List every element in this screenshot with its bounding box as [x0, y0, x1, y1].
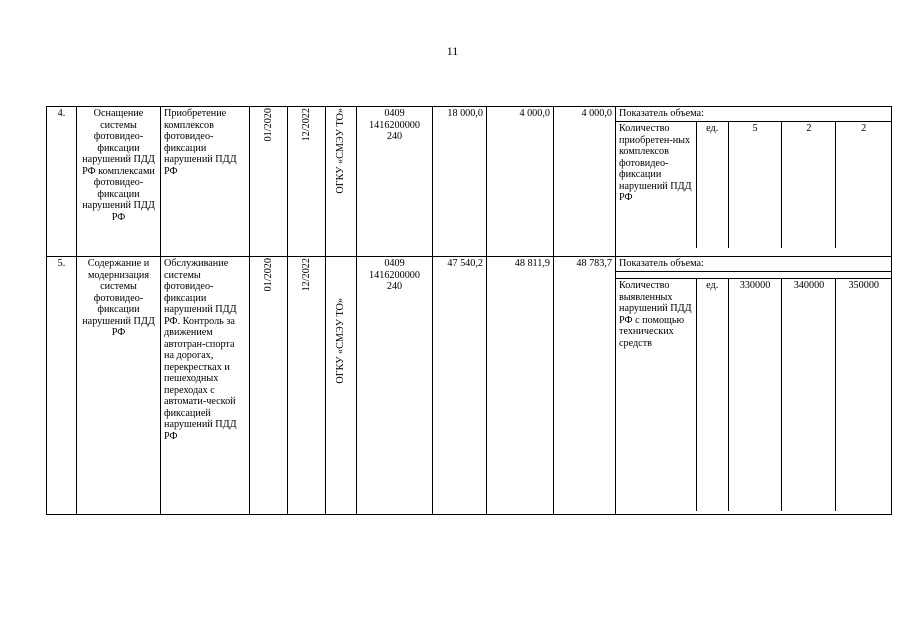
indicator-table [616, 279, 891, 511]
indicator-value-3: 350000 [836, 279, 891, 511]
budget-article: 1416200000 [369, 269, 420, 281]
budget-code [357, 257, 433, 515]
executor-cell [326, 107, 357, 257]
indicator-name: Количество выявленных нарушений ПДД РФ с помощью технических средств [619, 280, 692, 349]
end-date-cell [288, 257, 326, 515]
row-number: 4. [47, 107, 77, 257]
program-table [46, 106, 892, 515]
start-date-cell [250, 107, 288, 257]
activity-name: Обслуживание системы фотовидео-фиксации нарушений ПДД РФ. Контроль за движением автотран-спорта на дорогах, перекрестках и пешеходных переходах с автомати-ческой фиксацией нарушений ПДД РФ [161, 257, 250, 515]
end-date: 12/2022 [300, 108, 312, 142]
indicator-divider [616, 272, 891, 279]
row-number: 5. [47, 257, 77, 515]
end-date-cell [288, 107, 326, 257]
indicator-value-1: 330000 [728, 279, 782, 511]
page-number: 11 [446, 44, 459, 58]
indicator-name: Количество приобретен-ных комплексов фотовидео-фиксации нарушений ПДД РФ [619, 123, 692, 203]
indicator-cell [616, 107, 892, 257]
budget-type: 240 [386, 131, 403, 142]
budget-section: 0409 [384, 258, 405, 269]
indicator-cell [616, 257, 892, 515]
task-name: Содержание и модернизация системы фотовидео-фиксации нарушений ПДД РФ [77, 257, 161, 515]
budget-section: 0409 [384, 108, 405, 119]
indicator-value-2: 340000 [782, 279, 836, 511]
start-date: 01/2020 [262, 108, 274, 142]
executor: ОГКУ «СМЭУ ТО» [335, 298, 347, 384]
table-row [47, 257, 892, 515]
financing-year-2: 48 811,9 [487, 257, 554, 515]
executor-cell [326, 257, 357, 515]
indicator-unit: ед. [696, 122, 728, 248]
activity-name: Приобретение комплексов фотовидео-фиксации нарушений ПДД РФ [161, 107, 250, 257]
budget-code [357, 107, 433, 257]
task-name: Оснащение системы фотовидео-фиксации нарушений ПДД РФ комплексами фотовидео-фиксации нарушений ПДД РФ [77, 107, 161, 257]
end-date: 12/2022 [300, 258, 312, 292]
indicator-header: Показатель объема: [616, 107, 891, 122]
table-row [47, 107, 892, 257]
indicator-table [616, 122, 891, 248]
budget-type: 240 [386, 281, 403, 292]
financing-year-3: 4 000,0 [554, 107, 616, 257]
budget-article: 1416200000 [369, 119, 420, 131]
indicator-value-2: 2 [782, 122, 836, 248]
financing-year-1: 18 000,0 [433, 107, 487, 257]
indicator-value-1: 5 [728, 122, 782, 248]
indicator-header: Показатель объема: [616, 257, 891, 272]
start-date-cell [250, 257, 288, 515]
financing-year-2: 4 000,0 [487, 107, 554, 257]
financing-year-3: 48 783,7 [554, 257, 616, 515]
financing-year-1: 47 540,2 [433, 257, 487, 515]
indicator-unit: ед. [696, 279, 728, 511]
executor: ОГКУ «СМЭУ ТО» [335, 108, 347, 194]
indicator-value-3: 2 [836, 122, 891, 248]
start-date: 01/2020 [262, 258, 274, 292]
